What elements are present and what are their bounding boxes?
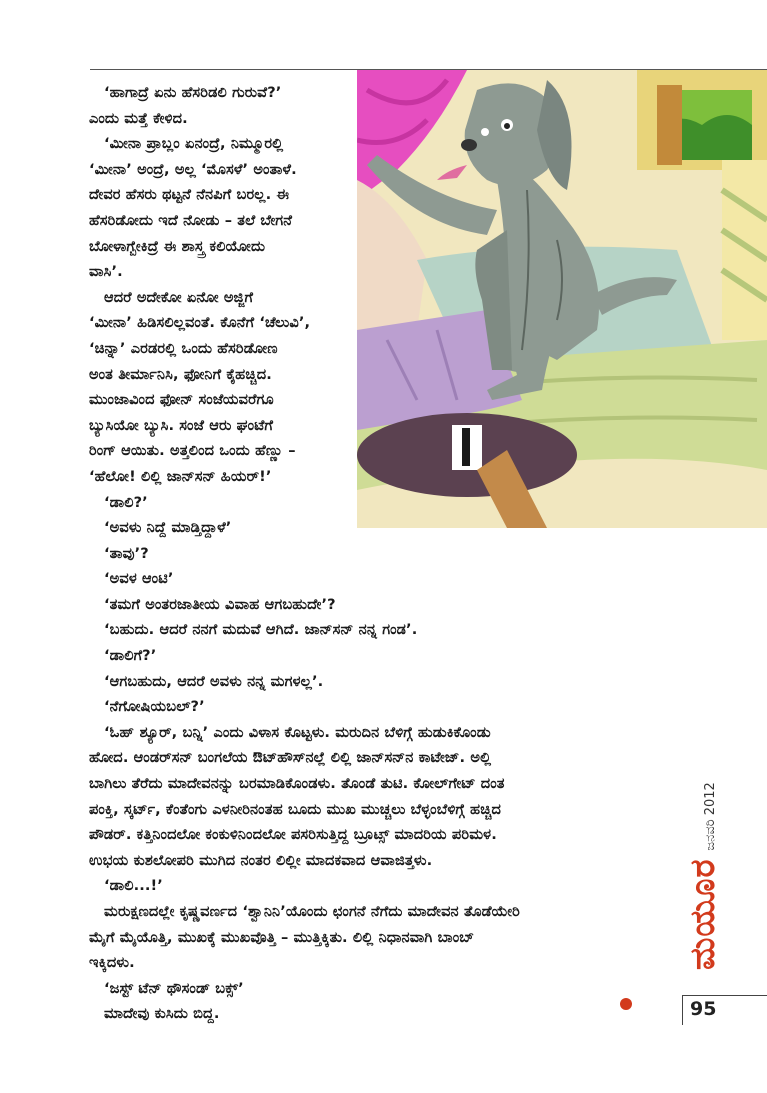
magazine-masthead: [683, 782, 723, 970]
story-line: ಅಂತ ತೀರ್ಮಾನಿಸಿ, ಫೋನಿಗೆ ಕೈಹಚ್ಚಿದ.: [89, 365, 272, 383]
story-line: ಮುಂಜಾವಿಂದ ಫೋನ್ ಸಂಜೆಯವರೆಗೂ: [89, 391, 274, 409]
story-line: ‘ಹೆಲೋ! ಲಿಲ್ಲಿ ಜಾನ್‌ಸನ್ ಹಿಯರ್!’: [89, 467, 272, 485]
story-line: ‘ಬಹುದು. ಆದರೆ ನನಗೆ ಮದುವೆ ಆಗಿದೆ. ಜಾನ್‌ಸನ್ ನನ್ನ ಗಂಡ’.: [104, 621, 418, 639]
story-line: ಬಾಗಿಲು ತೆರೆದು ಮಾದೇವನನ್ನು ಬರಮಾಡಿಕೊಂಡಳು. ತೊಂಡೆ ತುಟಿ. ಕೋಲ್‌ಗೇಟ್ ದಂತ: [89, 775, 505, 793]
story-line: ‘ಹಾಗಾದ್ರೆ ಏನು ಹೆಸರಿಡಲಿ ಗುರುವೆ?’: [104, 84, 282, 101]
story-line: ‘ಓಹ್ ಶ್ಯೂರ್, ಬನ್ನಿ’ ಎಂದು ವಿಳಾಸ ಕೊಟ್ಟಳು. ಮರುದಿನ ಬೆಳಿಗ್ಗೆ ಹುಡುಕಿಕೊಂಡು: [104, 723, 491, 741]
story-line: ‘ಚಿನ್ನಾ’ ಎರಡರಲ್ಲಿ ಒಂದು ಹೆಸರಿಡೋಣ: [89, 339, 278, 357]
story-line: ‘ತಾವು’?: [104, 544, 149, 562]
story-line: ‘ಅವಳ ಆಂಟಿ’: [104, 570, 174, 588]
accent-dot: [620, 998, 632, 1010]
story-line: ‘ಡಾಲಿ...!’: [104, 877, 163, 895]
story-line: ಪಂಕ್ತಿ, ಸ್ಕರ್ಟ್, ಕೆಂತೆಂಗು ಎಳನೀರಿನಂತಹ ಬೂದು ಮುಖ ಮುಚ್ಚಲು ಬೆಳ್ಳಂಬೆಳಿಗ್ಗೆ ಹಚ್ಚಿದ: [89, 800, 502, 818]
story-line: ‘ಅವಳು ನಿದ್ದೆ ಮಾಡ್ತಿದ್ದಾಳೆ’: [104, 519, 232, 537]
story-line: ಎಂದು ಮತ್ತೆ ಕೇಳಿದ.: [89, 109, 188, 127]
story-line: ‘ಆಗಬಹುದು, ಆದರೆ ಅವಳು ನನ್ನ ಮಗಳಲ್ಲ’.: [104, 672, 324, 690]
story-text: [89, 80, 669, 1027]
story-line: ‘ಮೀನಾ ಪ್ರಾಬ್ಲಂ ಏನಂದ್ರೆ, ನಿಮ್ಮೂರಲ್ಲಿ: [104, 135, 284, 153]
magazine-name: ಮಯೂರ: [683, 858, 723, 970]
story-line: ಬೋಳಾಗ್ಬೇಕಿದ್ರೆ ಈ ಶಾಸ್ತ್ರ ಕಲಿಯೋದು: [89, 237, 266, 255]
story-line: ‘ಮೀನಾ’ ಅಂದ್ರೆ, ಅಲ್ಲ ‘ಮೊಸಳೆ’ ಅಂತಾಳೆ.: [89, 160, 297, 178]
story-line: ದೇವರ ಹೆಸರು ಥಟ್ಟನೆ ನೆನಪಿಗೆ ಬರಲ್ಲ. ಈ: [89, 186, 290, 204]
story-line: ಉಭಯ ಕುಶಲೋಪರಿ ಮುಗಿದ ನಂತರ ಲಿಲ್ಲೀ ಮಾದಕವಾದ ಆವಾಜಿತ್ತಳು.: [89, 851, 433, 869]
issue-date: ಜನವರಿ 2012: [703, 782, 718, 851]
story-line: ‘ಮೀನಾ’ ಹಿಡಿಸಲಿಲ್ಲವಂತೆ. ಕೊನೆಗೆ ‘ಚೆಲುವಿ’,: [89, 314, 311, 332]
story-line: ಆದರೆ ಅದೇಕೋ ಏನೋ ಅಜ್ಜಿಗೆ: [104, 288, 254, 306]
story-line: ಹೋದ. ಆಂಡರ್‌ಸನ್ ಬಂಗಲೆಯ ಔಟ್‌ಹೌಸ್‌ನಲ್ಲೆ ಲಿಲ್ಲಿ ಜಾನ್‌ಸನ್‌ನ ಕಾಟೇಜ್. ಅಲ್ಲಿ: [89, 749, 492, 767]
story-line: ಮರುಕ್ಷಣದಲ್ಲೇ ಕೃಷ್ಣವರ್ಣದ ‘ಶ್ವಾನಿನಿ’ಯೊಂದು ಛಂಗನೆ ನೆಗೆದು ಮಾದೇವನ ತೊಡೆಯೇರಿ: [104, 903, 520, 920]
story-line: ಹೆಸರಿಡೋದು ಇದೆ ನೋಡು – ತಲೆ ಬೇಗನೆ: [89, 211, 293, 229]
page-number: 95: [690, 998, 717, 1020]
footer-divider: [682, 995, 683, 1025]
story-line: ಮಾದೇವು ಕುಸಿದು ಬಿದ್ದ.: [104, 1005, 220, 1023]
story-line: ರಿಂಗ್ ಆಯಿತು. ಅತ್ತಲಿಂದ ಒಂದು ಹೆಣ್ಣು –: [89, 442, 296, 460]
story-line: ‘ಡಾಲಿಗೆ?’: [104, 647, 157, 665]
story-line: ‘ಡಾಲಿ?’: [104, 493, 148, 511]
story-line: ಪೌಡರ್. ಕತ್ತಿನಿಂದಲೋ ಕಂಕುಳಿನಿಂದಲೋ ಪಸರಿಸುತ್ತಿದ್ದ ಬ್ರೂಟ್ಸ್ ಮಾದರಿಯ ಪರಿಮಳ.: [89, 826, 497, 844]
story-line: ಮೈಗೆ ಮೈಯೊತ್ತಿ, ಮುಖಕ್ಕೆ ಮುಖವೊತ್ತಿ – ಮುತ್ತಿಕ್ಕಿತು. ಲಿಲ್ಲಿ ನಿಧಾನವಾಗಿ ಬಾಂಬ್: [89, 928, 475, 946]
story-line: ಇಕ್ಕಿದಳು.: [89, 954, 135, 972]
story-line: ‘ನೆಗೋಷಿಯಬಲ್?’: [104, 698, 205, 716]
story-line: ‘ತಮಗೆ ಅಂತರಜಾತೀಯ ವಿವಾಹ ಆಗಬಹುದೇ’?: [104, 595, 336, 613]
story-line: ‘ಜಸ್ಟ್ ಟೆನ್ ಥೌಸಂಡ್ ಬಕ್ಸ್’: [104, 979, 244, 997]
story-line: ಬ್ಯುಸಿಯೋ ಬ್ಯುಸಿ. ಸಂಜೆ ಆರು ಘಂಟೆಗೆ: [89, 416, 274, 434]
footer-rule: [682, 995, 767, 996]
story-line: ವಾಸಿ’.: [89, 263, 123, 281]
